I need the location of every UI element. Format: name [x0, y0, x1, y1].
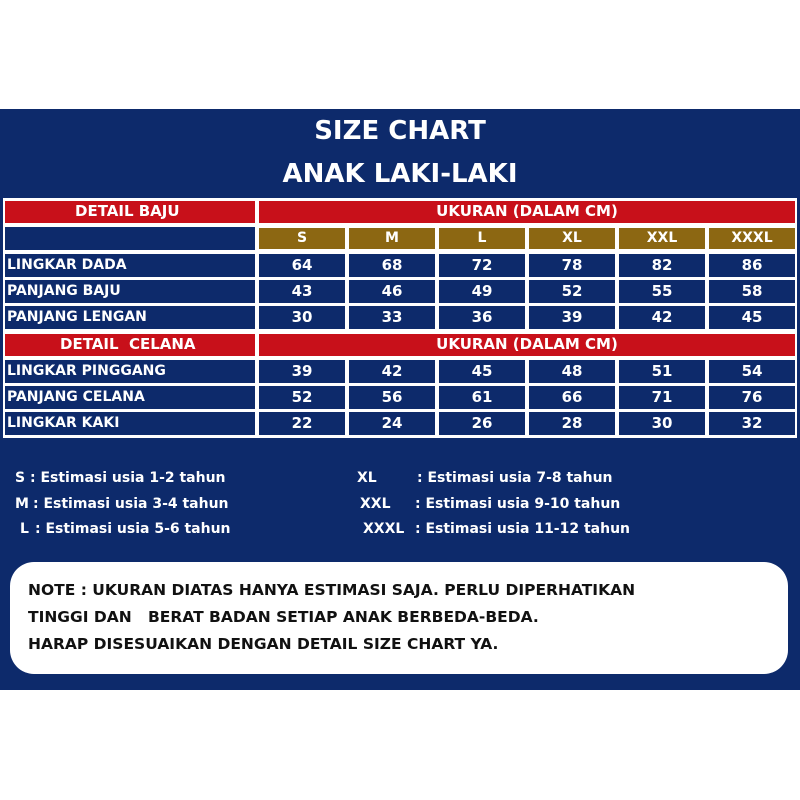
pants-value-xxxl: 76	[741, 388, 763, 406]
pants-value-xxxl: 32	[741, 414, 763, 432]
pants-value-l: 26	[471, 414, 493, 432]
shirt-value-xxl: 82	[651, 256, 673, 274]
pants-row-label: LINGKAR KAKI	[7, 415, 120, 431]
shirt-value-s: 64	[291, 256, 313, 274]
pants-value-s: 39	[291, 362, 313, 380]
legend-size-xl: XL	[357, 470, 377, 486]
shirt-value-m: 33	[381, 308, 403, 326]
pants-row-label: LINGKAR PINGGANG	[7, 363, 166, 379]
pants-value-xxxl: 54	[741, 362, 763, 380]
shirt-value-xl: 52	[561, 282, 583, 300]
pants-value-m: 42	[381, 362, 403, 380]
shirt-value-l: 49	[471, 282, 493, 300]
legend-size-xxxl: XXXL	[363, 521, 405, 537]
legend-size-m: M	[15, 496, 29, 512]
shirt-value-m: 68	[381, 256, 403, 274]
pants-value-s: 52	[291, 388, 313, 406]
shirt-detail-header-label: DETAIL BAJU	[75, 202, 180, 220]
shirt-value-xxl: 42	[651, 308, 673, 326]
shirt-measure-header: UKURAN (DALAM CM)	[259, 201, 795, 223]
pants-value-m: 24	[381, 414, 403, 432]
shirt-value-xl: 39	[561, 308, 583, 326]
pants-detail-header-label: DETAIL CELANA	[60, 335, 196, 353]
pants-detail-header	[5, 334, 255, 356]
pants-measure-header: UKURAN (DALAM CM)	[259, 334, 795, 356]
shirt-value-l: 72	[471, 256, 493, 274]
pants-value-l: 45	[471, 362, 493, 380]
size-header-xxxl: XXXL	[709, 228, 795, 249]
size-header-s: S	[259, 228, 345, 249]
shirt-value-m: 46	[381, 282, 403, 300]
size-header-l: L	[439, 228, 525, 249]
pants-value-xl: 66	[561, 388, 583, 406]
shirt-value-l: 36	[471, 308, 493, 326]
size-header-blank	[5, 227, 255, 250]
size-header-xl: XL	[529, 228, 615, 249]
shirt-detail-header	[5, 201, 255, 223]
legend-size-s: S	[15, 470, 26, 486]
note-line-2: TINGGI DAN BERAT BADAN SETIAP ANAK BERBEDA-BEDA.	[28, 608, 539, 626]
shirt-row-label: PANJANG BAJU	[7, 283, 121, 299]
chart-subtitle: ANAK LAKI-LAKI	[282, 159, 518, 189]
shirt-value-s: 43	[291, 282, 313, 300]
legend-size-l: L	[20, 521, 29, 537]
shirt-value-xl: 78	[561, 256, 583, 274]
shirt-value-xxxl: 45	[741, 308, 763, 326]
legend-text-xxl: : Estimasi usia 9-10 tahun	[415, 496, 621, 512]
shirt-row-label: LINGKAR DADA	[7, 257, 127, 273]
pants-value-xxl: 51	[651, 362, 673, 380]
note-line-1: NOTE : UKURAN DIATAS HANYA ESTIMASI SAJA. PERLU DIPERHATIKAN	[28, 581, 636, 599]
legend-text-xxxl: : Estimasi usia 11-12 tahun	[415, 521, 631, 537]
legend-text-s: : Estimasi usia 1-2 tahun	[30, 470, 226, 486]
chart-title: SIZE CHART	[314, 116, 486, 146]
pants-value-xl: 48	[561, 362, 583, 380]
shirt-value-s: 30	[291, 308, 313, 326]
shirt-value-xxxl: 58	[741, 282, 763, 300]
note-line-3: HARAP DISESUAIKAN DENGAN DETAIL SIZE CHART YA.	[28, 635, 499, 653]
size-header-xxl: XXL	[619, 228, 705, 249]
pants-row-label: PANJANG CELANA	[7, 389, 145, 405]
legend-text-l: : Estimasi usia 5-6 tahun	[35, 521, 231, 537]
pants-value-l: 61	[471, 388, 493, 406]
pants-value-m: 56	[381, 388, 403, 406]
shirt-row-label: PANJANG LENGAN	[7, 309, 147, 325]
shirt-value-xxxl: 86	[741, 256, 763, 274]
pants-value-xxl: 30	[651, 414, 673, 432]
legend-text-m: : Estimasi usia 3-4 tahun	[33, 496, 229, 512]
legend-text-xl: : Estimasi usia 7-8 tahun	[417, 470, 613, 486]
shirt-value-xxl: 55	[651, 282, 673, 300]
size-header-m: M	[349, 228, 435, 249]
legend-size-xxl: XXL	[360, 496, 391, 512]
pants-value-s: 22	[291, 414, 313, 432]
pants-value-xxl: 71	[651, 388, 673, 406]
pants-value-xl: 28	[561, 414, 583, 432]
